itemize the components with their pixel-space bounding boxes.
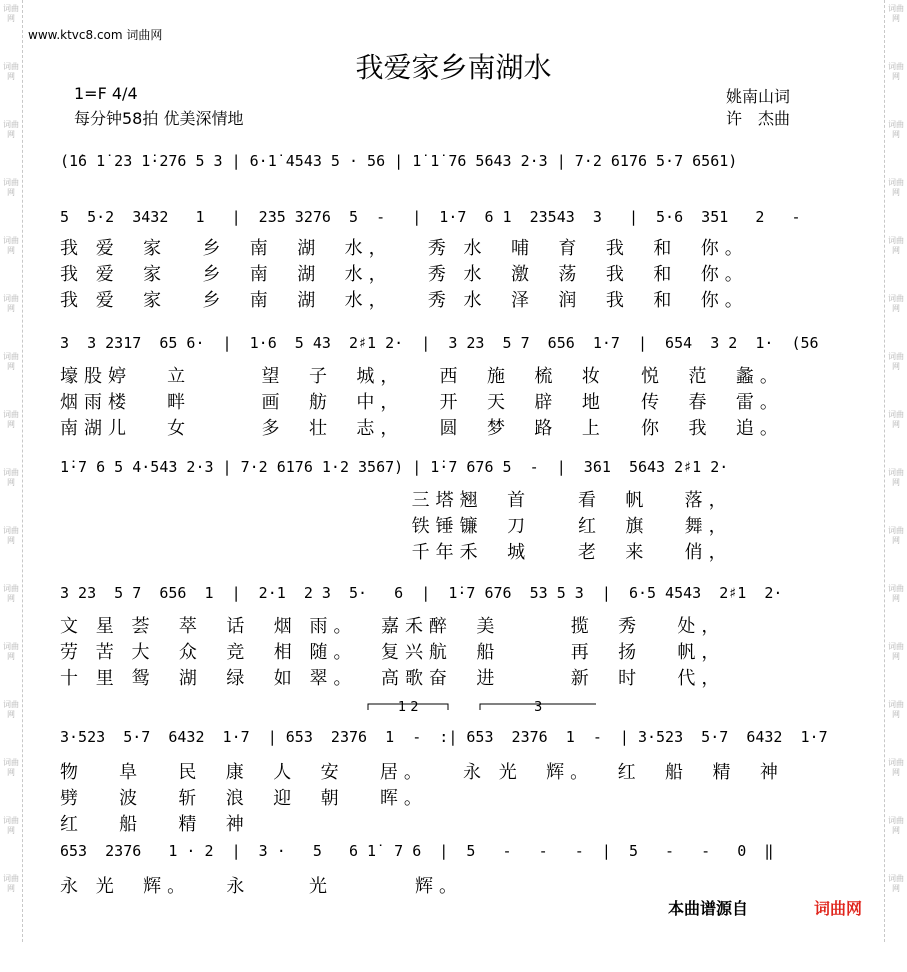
brand-link[interactable]: 词曲网 (814, 899, 863, 918)
site-url[interactable]: www.ktvc8.com 词曲网 (28, 28, 163, 42)
lyric-verse-3: 十 里 鸳 湖 绿 如 翠。 高歌奋 进 新 时 代， (60, 668, 726, 689)
watermark-text: 词曲网 (888, 758, 904, 777)
lyric-verse-2: 劈 波 斩 浪 迎 朝 晖。 (60, 788, 428, 809)
watermark-text: 词曲网 (3, 526, 19, 545)
key-signature: 1=F 4/4 (74, 84, 138, 103)
watermark-text: 词曲网 (888, 352, 904, 371)
watermark-text: 词曲网 (3, 236, 19, 255)
watermark-text: 词曲网 (888, 874, 904, 893)
lyric-verse-1: 永 光 辉。 永 光 辉。 (60, 876, 463, 897)
lyric-verse-2: 烟雨楼 畔 画 舫 中， 开 天 辟 地 传 春 雷。 (60, 392, 784, 413)
watermark-text: 词曲网 (3, 874, 19, 893)
volta-first-ending: 1 2 (398, 700, 419, 715)
watermark-text: 词曲网 (3, 642, 19, 661)
watermark-text: 词曲网 (3, 410, 19, 429)
watermark-text: 词曲网 (3, 758, 19, 777)
lyric-verse-3: 南湖儿 女 多 壮 志， 圆 梦 路 上 你 我 追。 (60, 418, 784, 439)
notation: 653 2376 1 · 2 | 3 · 5 6 1̇ 7 6 | 5 - - - | 5 - - 0 ‖ (60, 842, 774, 860)
notation: 1̇·7 6 5 4·543 2·3 | 7·2 6176 1·2 3567) | 1̇·7 676 5 - | 361 5643 2♯1 2· (60, 458, 729, 476)
song-title: 我爱家乡南湖水 (355, 51, 552, 84)
lyric-verse-3: 我 爱 家 乡 南 湖 水， 秀 水 泽 润 我 和 你。 (60, 290, 749, 311)
watermark-text: 词曲网 (888, 526, 904, 545)
watermark-text: 词曲网 (888, 62, 904, 81)
lyric-verse-1: 壕股婷 立 望 子 城， 西 施 梳 妆 悦 范 蠡。 (60, 366, 784, 387)
watermark-text: 词曲网 (3, 294, 19, 313)
watermark-text: 词曲网 (3, 62, 19, 81)
lyric-verse-1: 物 阜 民 康 人 安 居。 永 光 辉。 红 船 精 神 (60, 762, 784, 783)
watermark-text: 词曲网 (3, 352, 19, 371)
watermark-text: 词曲网 (3, 584, 19, 603)
watermark-text: 词曲网 (3, 178, 19, 197)
lyric-verse-1: 我 爱 家 乡 南 湖 水， 秀 水 哺 育 我 和 你。 (60, 238, 749, 259)
composer-credit: 许 杰曲 (726, 109, 791, 128)
watermark-text: 词曲网 (888, 120, 904, 139)
watermark-text: 词曲网 (3, 816, 19, 835)
volta-second-ending: 3 (534, 700, 543, 715)
notation: 3 3 2317 65 6· | 1·6 5 43 2♯1 2· | 3 23 5 7 656 1·7 | 654 3 2 1· (56 (60, 334, 819, 352)
lyric-verse-1: 文 星 荟 萃 话 烟 雨。 嘉禾醉 美 揽 秀 处， (60, 616, 726, 637)
watermark-text: 词曲网 (888, 468, 904, 487)
watermark-text: 词曲网 (888, 816, 904, 835)
watermark-text: 词曲网 (3, 4, 19, 23)
watermark-text: 词曲网 (888, 584, 904, 603)
lyric-verse-2: 我 爱 家 乡 南 湖 水， 秀 水 激 荡 我 和 你。 (60, 264, 749, 285)
lyric-verse-3: 红 船 精 神 (60, 814, 250, 835)
watermark-text: 词曲网 (888, 294, 904, 313)
tempo-marking: 每分钟58拍 优美深情地 (74, 109, 244, 128)
watermark-text: 词曲网 (888, 700, 904, 719)
notation: 5 5·2 3432 1 | 235 3276 5 - | 1·7 6 1 23543 3 | 5·6 351 2 - (60, 208, 801, 226)
watermark-text: 词曲网 (888, 642, 904, 661)
lyric-verse-3: 千年禾 城 老 来 俏， (60, 542, 733, 563)
lyric-verse-1: 三塔翘 首 看 帆 落， (60, 490, 733, 511)
watermark-text: 词曲网 (3, 120, 19, 139)
notation: 3 23 5 7 656 1 | 2·1 2 3 5· 6 | 1̇·7 676 53 5 3 | 6·5 4543 2♯1 2· (60, 584, 783, 602)
watermark-text: 词曲网 (888, 410, 904, 429)
watermark-text: 词曲网 (888, 178, 904, 197)
notation: (1̇6 1̇ 23 1̇·276 5 3 | 6·1̇ 4543 5 · 56 | 1̇ 1̇ 76 5643 2·3 | 7·2 6176 5·7 6561) (60, 152, 738, 170)
watermark-text: 词曲网 (3, 700, 19, 719)
notation: 3·523 5·7 6432 1·7 | 653 2376 1 - :| 653 2376 1 - | 3·523 5·7 6432 1·7 (60, 728, 828, 746)
watermark-text: 词曲网 (888, 4, 904, 23)
lyric-verse-2: 铁锤镰 刀 红 旗 舞， (60, 516, 733, 537)
watermark-text: 词曲网 (3, 468, 19, 487)
lyric-verse-2: 劳 苦 大 众 竞 相 随。 复兴航 船 再 扬 帆， (60, 642, 726, 663)
score-line-6 (60, 728, 828, 858)
watermark-text: 词曲网 (888, 236, 904, 255)
lyricist-credit: 姚南山词 (726, 87, 791, 106)
source-label: 本曲谱源自 (668, 899, 749, 918)
